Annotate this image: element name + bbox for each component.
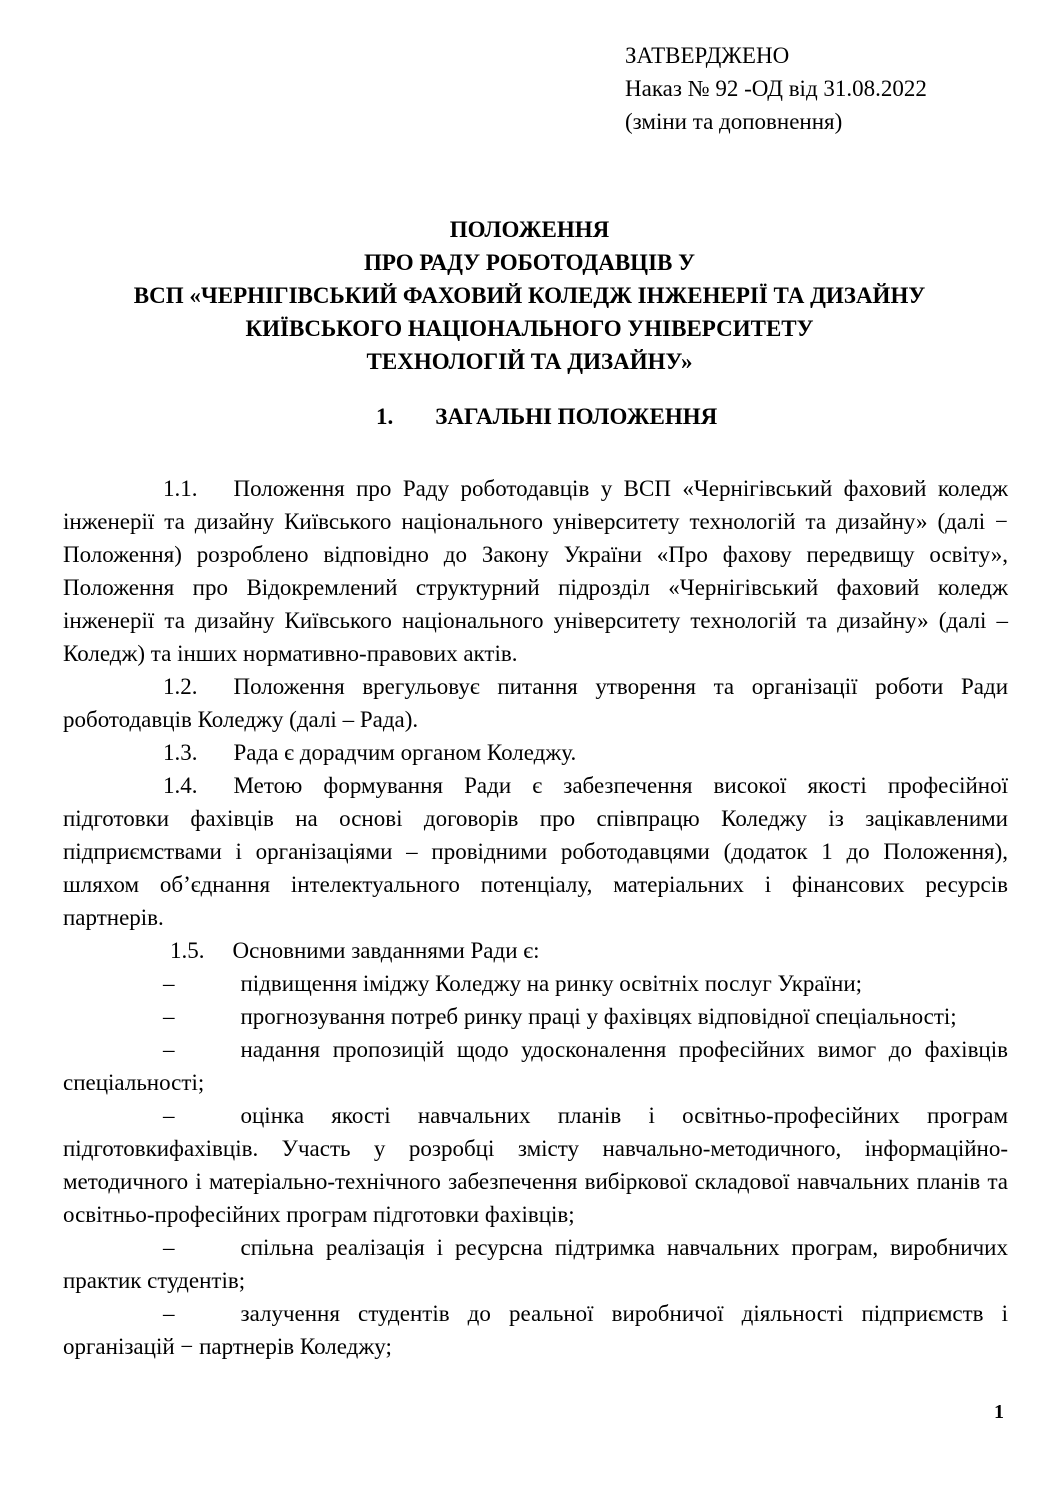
paragraph-1-2 (63, 670, 1008, 736)
bullet-text: оцінка якості навчальних планів і освітньо-професійних програм підготовкифахівців. Участь у розробці змісту навчально-методичного, інформаційно-методичного і матеріально-технічного забезпечення вибіркової складової навчальних планів та освітньо-професійних програм підготовки фахівців; (63, 1103, 1008, 1227)
paragraph-number: 1.1. (163, 476, 198, 501)
bullet-dash: – (163, 971, 175, 996)
paragraph-1-5 (63, 934, 1008, 967)
approval-line-3: (зміни та доповнення) (625, 109, 843, 134)
bullet-text: спільна реалізація і ресурсна підтримка навчальних програм, виробничих практик студентів; (63, 1235, 1008, 1293)
section-title: ЗАГАЛЬНІ ПОЛОЖЕННЯ (435, 404, 718, 429)
paragraph-number: 1.5. (170, 938, 205, 963)
bullet-item-4 (63, 1099, 1008, 1231)
bullet-dash: – (163, 1235, 175, 1260)
bullet-text: надання пропозицій щодо удосконалення професійних вимог до фахівців спеціальності; (63, 1037, 1008, 1095)
document-title (57, 213, 1002, 378)
paragraph-text: Положення врегульовує питання утворення та організації роботи Ради роботодавців Коледжу (далі – Рада). (63, 674, 1008, 732)
title-line-5: ТЕХНОЛОГІЙ ТА ДИЗАЙНУ» (366, 349, 693, 374)
bullet-text: прогнозування потреб ринку праці у фахівцях відповідної спеціальності; (240, 1004, 957, 1029)
paragraph-1-1 (63, 472, 1008, 670)
bullet-dash: – (163, 1037, 175, 1062)
approval-line-1: ЗАТВЕРДЖЕНО (625, 43, 790, 68)
bullet-item-1 (63, 967, 1008, 1000)
bullet-item-6 (63, 1297, 1008, 1363)
paragraph-text: Основними завданнями Ради є: (232, 938, 540, 963)
section-1-heading (376, 400, 717, 433)
bullet-item-2 (63, 1000, 1008, 1033)
approval-block (625, 39, 1025, 138)
paragraph-1-4 (63, 769, 1008, 934)
title-line-1: ПОЛОЖЕННЯ (449, 217, 610, 242)
bullet-item-5 (63, 1231, 1008, 1297)
bullet-text: залучення студентів до реальної виробничої діяльності підприємств і організацій − партнерів Коледжу; (63, 1301, 1008, 1359)
paragraph-1-3 (63, 736, 1008, 769)
paragraph-number: 1.2. (163, 674, 198, 699)
title-line-3: ВСП «ЧЕРНІГІВСЬКИЙ ФАХОВИЙ КОЛЕДЖ ІНЖЕНЕРІЇ ТА ДИЗАЙНУ (133, 283, 926, 308)
section-number: 1. (376, 404, 394, 429)
paragraph-text: Метою формування Ради є забезпечення високої якості професійної підготовки фахівців на основі договорів про співпрацю Коледжу із зацікавленими підприємствами і організаціями – провідними роботодавцями (додаток 1 до Положення), шляхом об’єднання інтелектуального потенціалу, матеріальних і фінансових ресурсів партнерів. (63, 773, 1008, 930)
document-body (63, 472, 1008, 1363)
approval-line-2: Наказ № 92 -ОД від 31.08.2022 (625, 76, 927, 101)
paragraph-text: Рада є дорадчим органом Коледжу. (233, 740, 577, 765)
page-number: 1 (994, 1401, 1004, 1423)
paragraph-number: 1.4. (163, 773, 198, 798)
bullet-dash: – (163, 1004, 175, 1029)
title-line-4: КИЇВСЬКОГО НАЦІОНАЛЬНОГО УНІВЕРСИТЕТУ (245, 316, 814, 341)
bullet-text: підвищення іміджу Коледжу на ринку освітніх послуг України; (240, 971, 863, 996)
bullet-item-3 (63, 1033, 1008, 1099)
bullet-dash: – (163, 1103, 175, 1128)
paragraph-text: Положення про Раду роботодавців у ВСП «Чернігівський фаховий коледж інженерії та дизайну Київського національного університету технологій та дизайну» (далі − Положення) розроблено відповідно до Закону України «Про фахову передвищу освіту», Положення про Відокремлений структурний підрозділ «Чернігівський фаховий коледж інженерії та дизайну Київського національного університету технологій та дизайну» (далі – Коледж) та інших нормативно-правових актів. (63, 476, 1008, 666)
title-line-2: ПРО РАДУ РОБОТОДАВЦІВ У (363, 250, 695, 275)
paragraph-number: 1.3. (163, 740, 198, 765)
bullet-dash: – (163, 1301, 175, 1326)
